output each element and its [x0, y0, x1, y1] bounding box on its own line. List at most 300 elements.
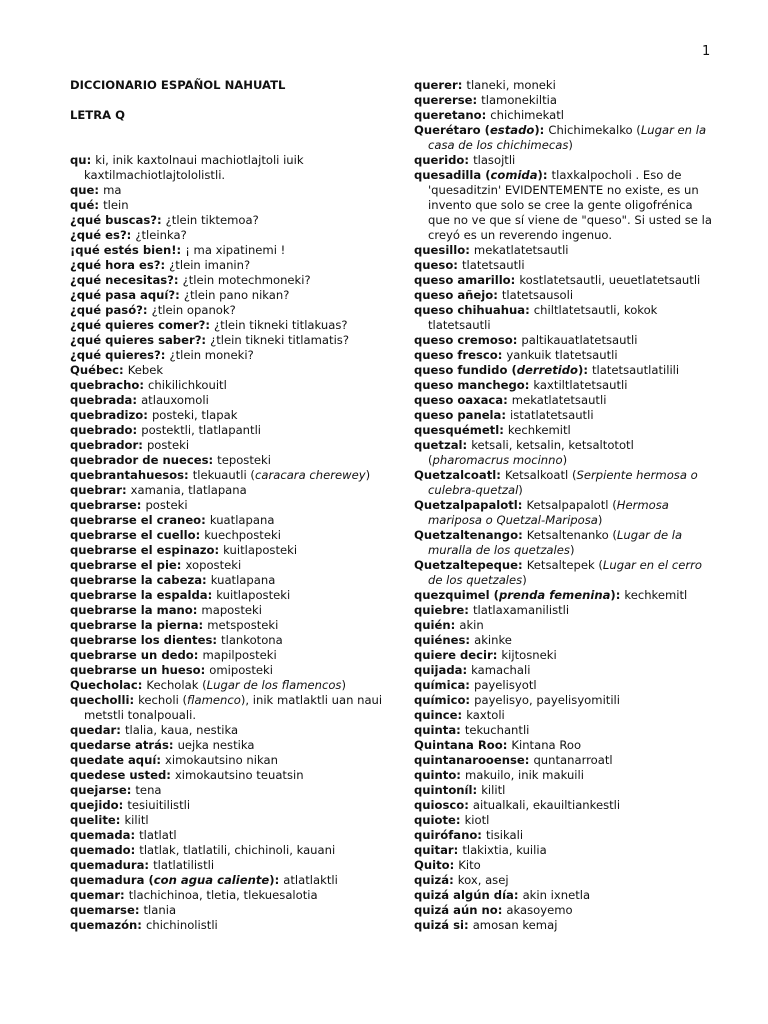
dictionary-entry: [70, 258, 385, 273]
dictionary-entry: [414, 738, 714, 753]
dictionary-entry: [414, 603, 714, 618]
entry-headword: querer: [414, 78, 458, 92]
entry-headword: Quecholac: [70, 678, 138, 692]
dictionary-entry: [414, 258, 714, 273]
entry-headword: quedar: [70, 723, 117, 737]
entry-translation: kuitlaposteki: [223, 543, 298, 557]
dictionary-entry: [70, 183, 385, 198]
dictionary-entry: [70, 303, 385, 318]
entry-translation: Kintana Roo: [511, 738, 582, 752]
entry-translation: ximokautsino teuatsin: [174, 768, 304, 782]
entry-headword: queretano: [414, 108, 482, 122]
dictionary-entry: [70, 483, 385, 498]
dictionary-entry: [414, 168, 714, 243]
dictionary-entry: [70, 213, 385, 228]
entry-translation: kox, asej: [457, 873, 509, 887]
entry-translation: chikilichkouitl: [148, 378, 227, 392]
entry-headword: quizá: [414, 873, 450, 887]
dictionary-entry: [414, 693, 714, 708]
entry-translation: payelisyo, payelisyomitili: [474, 693, 620, 707]
entry-translation: posteki: [145, 498, 188, 512]
entry-headword: quiosco: [414, 798, 465, 812]
entry-translation: omiposteki: [209, 663, 273, 677]
entry-separator: :: [274, 873, 284, 887]
entry-translation: mekatlatetsautli: [473, 243, 569, 257]
entry-note: flamenco: [187, 693, 241, 707]
dictionary-entry: [70, 288, 385, 303]
dictionary-entry: [70, 453, 385, 468]
entry-separator: :: [464, 603, 473, 617]
entry-headword: quién: [414, 618, 451, 632]
entry-translation: tlatlatl: [139, 828, 177, 842]
entry-separator: :: [615, 588, 625, 602]
dictionary-entry: [414, 153, 714, 168]
entry-separator: :: [465, 693, 475, 707]
section-heading: LETRA Q: [70, 108, 126, 122]
entry-headword: quizá si: [414, 918, 465, 932]
entry-translation: Kebek: [127, 363, 164, 377]
dictionary-entry: [414, 528, 714, 558]
entry-note: Hermosa mariposa o Quetzal-Mariposa: [428, 498, 669, 527]
entry-separator: :: [134, 903, 144, 917]
dictionary-entry: [70, 243, 385, 258]
entry-headword: queso amarillo: [414, 273, 511, 287]
entry-headword: que: [70, 183, 95, 197]
entry-separator: :: [207, 588, 217, 602]
entry-headword-close: ): [534, 123, 540, 137]
entry-headword: ¿qué pasa aquí?: [70, 288, 176, 302]
entry-headword: quiebre: [414, 603, 465, 617]
entry-headword: quinta: [414, 723, 457, 737]
entry-translation: ¿tlein tiktemoa?: [165, 213, 259, 227]
entry-translation: kuatlapana: [210, 573, 276, 587]
entry-separator: :: [453, 843, 463, 857]
dictionary-entry: [414, 123, 714, 153]
entry-headword-close: ): [269, 873, 275, 887]
entry-headword: quebrar: [70, 483, 122, 497]
entry-headword: queso cremoso: [414, 333, 513, 347]
entry-separator: :: [138, 438, 147, 452]
entry-headword: quebradizo: [70, 408, 144, 422]
dictionary-entry: [70, 333, 385, 348]
entry-translation: kuatlapana: [209, 513, 275, 527]
entry-translation: ¿tlein pano nikan?: [183, 288, 290, 302]
dictionary-entry: [414, 768, 714, 783]
dictionary-entry: [414, 468, 714, 498]
entry-translation: uejka nestika: [177, 738, 255, 752]
entry-separator: :: [456, 768, 465, 782]
dictionary-entry: [70, 693, 385, 723]
entry-translation: kostlatetsautli, ueuetlatetsautli: [519, 273, 701, 287]
entry-separator: :: [542, 168, 552, 182]
entry-separator: :: [132, 393, 142, 407]
dictionary-entry: [70, 228, 385, 243]
entry-translation: Ketsalpapalotl (: [526, 498, 617, 512]
entry-note-close: ), inik matlaktli uan naui metstli tonalpouali.: [84, 693, 383, 722]
entry-separator: :: [472, 783, 482, 797]
document-title: DICCIONARIO ESPAÑOL NAHUATL: [70, 78, 286, 92]
entry-separator: :: [143, 408, 152, 422]
entry-translation: akin ixnetla: [522, 888, 591, 902]
entry-headword: quedarse atrás: [70, 738, 169, 752]
entry-separator: :: [118, 798, 128, 812]
dictionary-entry: [414, 753, 714, 768]
entry-separator: :: [126, 228, 136, 242]
entry-note: Serpiente hermosa o culebra-quetzal: [428, 468, 698, 497]
entry-translation: tekuchantli: [464, 723, 530, 737]
dictionary-entry: [414, 588, 714, 603]
dictionary-entry: [70, 438, 385, 453]
entry-translation: tlatlatilistli: [153, 858, 215, 872]
entry-separator: :: [136, 498, 146, 512]
entry-headword: ¿qué quieres?: [70, 348, 161, 362]
entry-separator: :: [512, 333, 522, 347]
dictionary-entry: [414, 303, 714, 333]
entry-separator: :: [126, 783, 136, 797]
entry-headword: quizá aún no: [414, 903, 498, 917]
entry-separator: :: [481, 108, 491, 122]
entry-headword: quijada: [414, 663, 463, 677]
entry-headword: quiote: [414, 813, 456, 827]
entry-translation: ¿tlein motechmoneki?: [182, 273, 311, 287]
entry-separator: :: [130, 843, 140, 857]
entry-translation: ketsali, ketsalin, ketsaltototl (: [428, 438, 634, 467]
entry-headword: quetzal: [414, 438, 463, 452]
entry-separator: :: [493, 288, 502, 302]
dictionary-entry: [70, 528, 385, 543]
entry-separator: :: [116, 723, 125, 737]
entry-note: Lugar en la casa de los chichimecas: [428, 123, 707, 152]
entry-list-left: [70, 153, 385, 933]
entry-separator: :: [205, 318, 214, 332]
dictionary-entry: [414, 498, 714, 528]
entry-separator: :: [160, 348, 170, 362]
entry-headword: quinto: [414, 768, 457, 782]
entry-headword: quitar: [414, 843, 454, 857]
entry-separator: :: [477, 828, 486, 842]
entry-translation: akin: [459, 618, 484, 632]
entry-headword: Quetzalpapalotl: [414, 498, 518, 512]
entry-translation: kijtosneki: [501, 648, 557, 662]
dictionary-entry: [414, 858, 714, 873]
entry-separator: :: [198, 618, 208, 632]
dictionary-entry: [414, 783, 714, 798]
entry-separator: :: [130, 828, 140, 842]
dictionary-entry: [70, 468, 385, 483]
entry-headword: queso manchego: [414, 378, 525, 392]
dictionary-entry: [414, 828, 714, 843]
entry-translation: Kito: [458, 858, 481, 872]
entry-headword: quemazón: [70, 918, 138, 932]
entry-headword: ¿qué quieres saber?: [70, 333, 202, 347]
dictionary-entry: [70, 753, 385, 768]
entry-separator: :: [142, 303, 152, 317]
dictionary-entry: [70, 738, 385, 753]
entry-translation: tlamonekiltia: [481, 93, 557, 107]
entry-headword: quemarse: [70, 903, 135, 917]
entry-headword: ¿qué es?: [70, 228, 127, 242]
entry-note: Lugar de los flamencos: [206, 678, 342, 692]
entry-translation: kuitlaposteki: [216, 588, 291, 602]
dictionary-entry: [414, 813, 714, 828]
entry-separator: :: [497, 348, 507, 362]
entry-headword: Québec: [70, 363, 120, 377]
entry-note: Lugar de la muralla de los quetzales: [428, 528, 683, 557]
entry-headword: quizá algún día: [414, 888, 514, 902]
entry-headword: quebrador de nueces: [70, 453, 209, 467]
entry-translation: kilitl: [481, 783, 506, 797]
entry-translation: atlauxomoli: [141, 393, 209, 407]
entry-headword: quintanarooense: [414, 753, 525, 767]
entry-translation: kechkemitl: [624, 588, 688, 602]
dictionary-entry: [70, 363, 385, 378]
entry-headword: químico: [414, 693, 466, 707]
entry-headword: qué: [70, 198, 95, 212]
dictionary-entry: [70, 273, 385, 288]
dictionary-entry: [70, 783, 385, 798]
entry-headword: quererse: [414, 93, 473, 107]
entry-separator: :: [168, 738, 178, 752]
entry-translation: Kecholak (: [146, 678, 207, 692]
entry-translation: tisikali: [485, 828, 524, 842]
entry-separator: :: [192, 603, 202, 617]
entry-separator: :: [208, 453, 218, 467]
entry-qualifier: prenda femenina: [498, 588, 611, 602]
entry-separator: :: [115, 813, 125, 827]
entry-separator: :: [455, 813, 465, 827]
dictionary-entry: [414, 108, 714, 123]
entry-headword: quebrantahuesos: [70, 468, 185, 482]
entry-headword: querido: [414, 153, 465, 167]
entry-qualifier: con agua caliente: [153, 873, 270, 887]
entry-translation: payelisyotl: [473, 678, 537, 692]
entry-qualifier: derretido: [516, 363, 578, 377]
entry-translation: kecholi (: [138, 693, 188, 707]
entry-translation: tlasojtli: [473, 153, 516, 167]
entry-translation: mekatlatetsautli: [511, 393, 607, 407]
entry-translation: teposteki: [217, 453, 271, 467]
entry-separator: :: [453, 258, 462, 272]
entry-translation: ¿tlein moneki?: [169, 348, 254, 362]
dictionary-entry: [70, 678, 385, 693]
dictionary-entry: [414, 273, 714, 288]
entry-headword-close: ): [578, 363, 584, 377]
entry-headword: quebrarse el cuello: [70, 528, 196, 542]
entry-translation: ¿tlein imanin?: [169, 258, 251, 272]
entry-separator: :: [449, 858, 459, 872]
dictionary-entry: [414, 873, 714, 888]
entry-headword-close: ): [610, 588, 616, 602]
entry-headword: ¡qué estés bien!: [70, 243, 177, 257]
entry-separator: :: [200, 663, 210, 677]
entry-headword: quebrarse los dientes: [70, 633, 213, 647]
entry-separator: :: [166, 768, 175, 782]
left-column: [70, 78, 385, 933]
entry-headword: quirófano: [414, 828, 478, 842]
entry-separator: :: [176, 243, 186, 257]
entry-headword: queso oaxaca: [414, 393, 504, 407]
entry-headword: quintoníl: [414, 783, 473, 797]
entry-note: pharomacrus mocinno: [432, 453, 563, 467]
entry-translation: akinke: [474, 633, 512, 647]
entry-separator: :: [173, 273, 183, 287]
entry-separator: :: [457, 78, 467, 92]
entry-separator: :: [465, 633, 475, 647]
entry-translation: ¿tleinka?: [135, 228, 187, 242]
dictionary-entry: [70, 603, 385, 618]
entry-headword: quemada: [70, 828, 131, 842]
entry-headword: Quetzaltenango: [414, 528, 519, 542]
dictionary-entry: [70, 918, 385, 933]
entry-separator: :: [462, 438, 472, 452]
entry-separator: :: [497, 903, 507, 917]
entry-separator: :: [524, 753, 534, 767]
entry-translation: ¿tlein opanok?: [151, 303, 236, 317]
entry-separator: :: [502, 738, 512, 752]
entry-separator: :: [517, 498, 527, 512]
entry-headword: quemadura: [70, 858, 145, 872]
entry-headword: quelite: [70, 813, 116, 827]
entry-headword: queso chihuahua: [414, 303, 526, 317]
entry-translation: ma: [103, 183, 122, 197]
dictionary-entry: [70, 408, 385, 423]
entry-note-close: ): [569, 543, 575, 557]
entry-separator: :: [539, 123, 549, 137]
entry-translation: kiotl: [464, 813, 490, 827]
dictionary-entry: [414, 423, 714, 438]
entry-separator: :: [120, 888, 129, 902]
entry-headword: queso panela: [414, 408, 502, 422]
dictionary-entry: [414, 288, 714, 303]
entry-translation: yankuik tlatetsautli: [506, 348, 618, 362]
entry-translation: posteki, tlapak: [151, 408, 238, 422]
entry-headword: queso fundido (: [414, 363, 517, 377]
entry-note: Lugar en el cerro de los quetzales: [428, 558, 702, 587]
entry-translation: tlatetsausoli: [501, 288, 574, 302]
dictionary-entry: [70, 768, 385, 783]
entry-translation: kilitl: [124, 813, 149, 827]
entry-headword: quebrarse el pie: [70, 558, 177, 572]
entry-separator: :: [195, 528, 205, 542]
entry-separator: :: [139, 378, 149, 392]
entry-headword: quiénes: [414, 633, 466, 647]
entry-headword: ¿qué necesitas?: [70, 273, 174, 287]
dictionary-entry: [414, 663, 714, 678]
dictionary-entry: [70, 348, 385, 363]
entry-headword: quebrarse la pierna: [70, 618, 199, 632]
entry-translation: tlankotona: [221, 633, 283, 647]
entry-separator: :: [86, 153, 96, 167]
entry-qualifier: estado: [489, 123, 535, 137]
entry-note-close: ): [568, 138, 573, 152]
entry-headword: quejido: [70, 798, 119, 812]
dictionary-entry: [70, 318, 385, 333]
entry-separator: :: [212, 633, 222, 647]
right-column: [414, 78, 714, 933]
entry-separator: :: [94, 198, 104, 212]
entry-translation: tlalia, kaua, nestika: [124, 723, 239, 737]
dictionary-entry: [70, 858, 385, 873]
entry-headword: quebrarse la mano: [70, 603, 193, 617]
entry-separator: :: [201, 513, 210, 527]
entry-separator: :: [176, 558, 186, 572]
entry-headword: Quetzalcoatl: [414, 468, 497, 482]
dictionary-entry: [70, 573, 385, 588]
dictionary-entry: [414, 843, 714, 858]
dictionary-entry: [414, 93, 714, 108]
entry-note-close: ): [522, 573, 527, 587]
entry-translation: istatlatetsautli: [510, 408, 594, 422]
entry-separator: :: [119, 363, 128, 377]
dictionary-entry: [70, 663, 385, 678]
entry-translation: metsposteki: [207, 618, 279, 632]
entry-translation: tlakixtia, kuilia: [462, 843, 547, 857]
dictionary-entry: [70, 618, 385, 633]
entry-headword: queso añejo: [414, 288, 494, 302]
entry-headword: Quito: [414, 858, 450, 872]
entry-headword: quecholli: [70, 693, 130, 707]
entry-translation: kechkemitl: [507, 423, 571, 437]
dictionary-entry: [414, 648, 714, 663]
dictionary-entry: [414, 408, 714, 423]
entry-note-close: ): [562, 453, 568, 467]
entry-headword: quemado: [70, 843, 131, 857]
entry-headword: quezquimel (: [414, 588, 499, 602]
entry-translation: chichimekatl: [490, 108, 564, 122]
entry-headword: ¿qué pasó?: [70, 303, 143, 317]
dictionary-entry: [70, 648, 385, 663]
entry-headword: quebracho: [70, 378, 140, 392]
dictionary-entry: [70, 393, 385, 408]
entry-translation: tlatetsautli: [461, 258, 525, 272]
dictionary-entry: [414, 348, 714, 363]
entry-note-close: ): [341, 678, 347, 692]
entry-translation: posteki: [146, 438, 190, 452]
entry-separator: :: [202, 573, 211, 587]
entry-translation: tlatlaxamanilistli: [472, 603, 570, 617]
entry-separator: :: [518, 558, 527, 572]
entry-separator: :: [214, 543, 224, 557]
entry-separator: :: [137, 678, 147, 692]
dictionary-entry: [70, 828, 385, 843]
entry-separator: :: [465, 678, 474, 692]
entry-translation: xamania, tlatlapana: [130, 483, 247, 497]
entry-translation: kaxtiltlatetsautli: [533, 378, 628, 392]
entry-headword: Quetzaltepeque: [414, 558, 519, 572]
dictionary-entry: [70, 498, 385, 513]
entry-translation: tlaxkalpocholi . Eso de 'quesaditzin' EVIDENTEMENTE no existe, es un invento que solo se cree la gente oligofrénica que no ve que sí viene de "queso". Si usted se la creyó es un reverendo ingenuo.: [428, 168, 712, 242]
entry-note-close: ): [518, 483, 523, 497]
entry-headword: quemar: [70, 888, 121, 902]
entry-translation: tena: [135, 783, 162, 797]
entry-headword: quedate aquí: [70, 753, 157, 767]
entry-headword: quince: [414, 708, 458, 722]
entry-headword: qu: [70, 153, 87, 167]
entry-headword: Quintana Roo: [414, 738, 503, 752]
dictionary-entry: [70, 198, 385, 213]
entry-translation: Ketsalkoatl (: [504, 468, 577, 482]
page-number: 1: [702, 44, 711, 59]
entry-separator: :: [496, 468, 505, 482]
entry-headword: química: [414, 678, 466, 692]
entry-translation: tlania: [143, 903, 177, 917]
dictionary-entry: [70, 723, 385, 738]
entry-translation: ximokautsino nikan: [165, 753, 278, 767]
entry-translation: makuilo, inik makuili: [464, 768, 584, 782]
entry-qualifier: comida: [490, 168, 538, 182]
dictionary-entry: [70, 588, 385, 603]
entry-separator: :: [499, 423, 508, 437]
